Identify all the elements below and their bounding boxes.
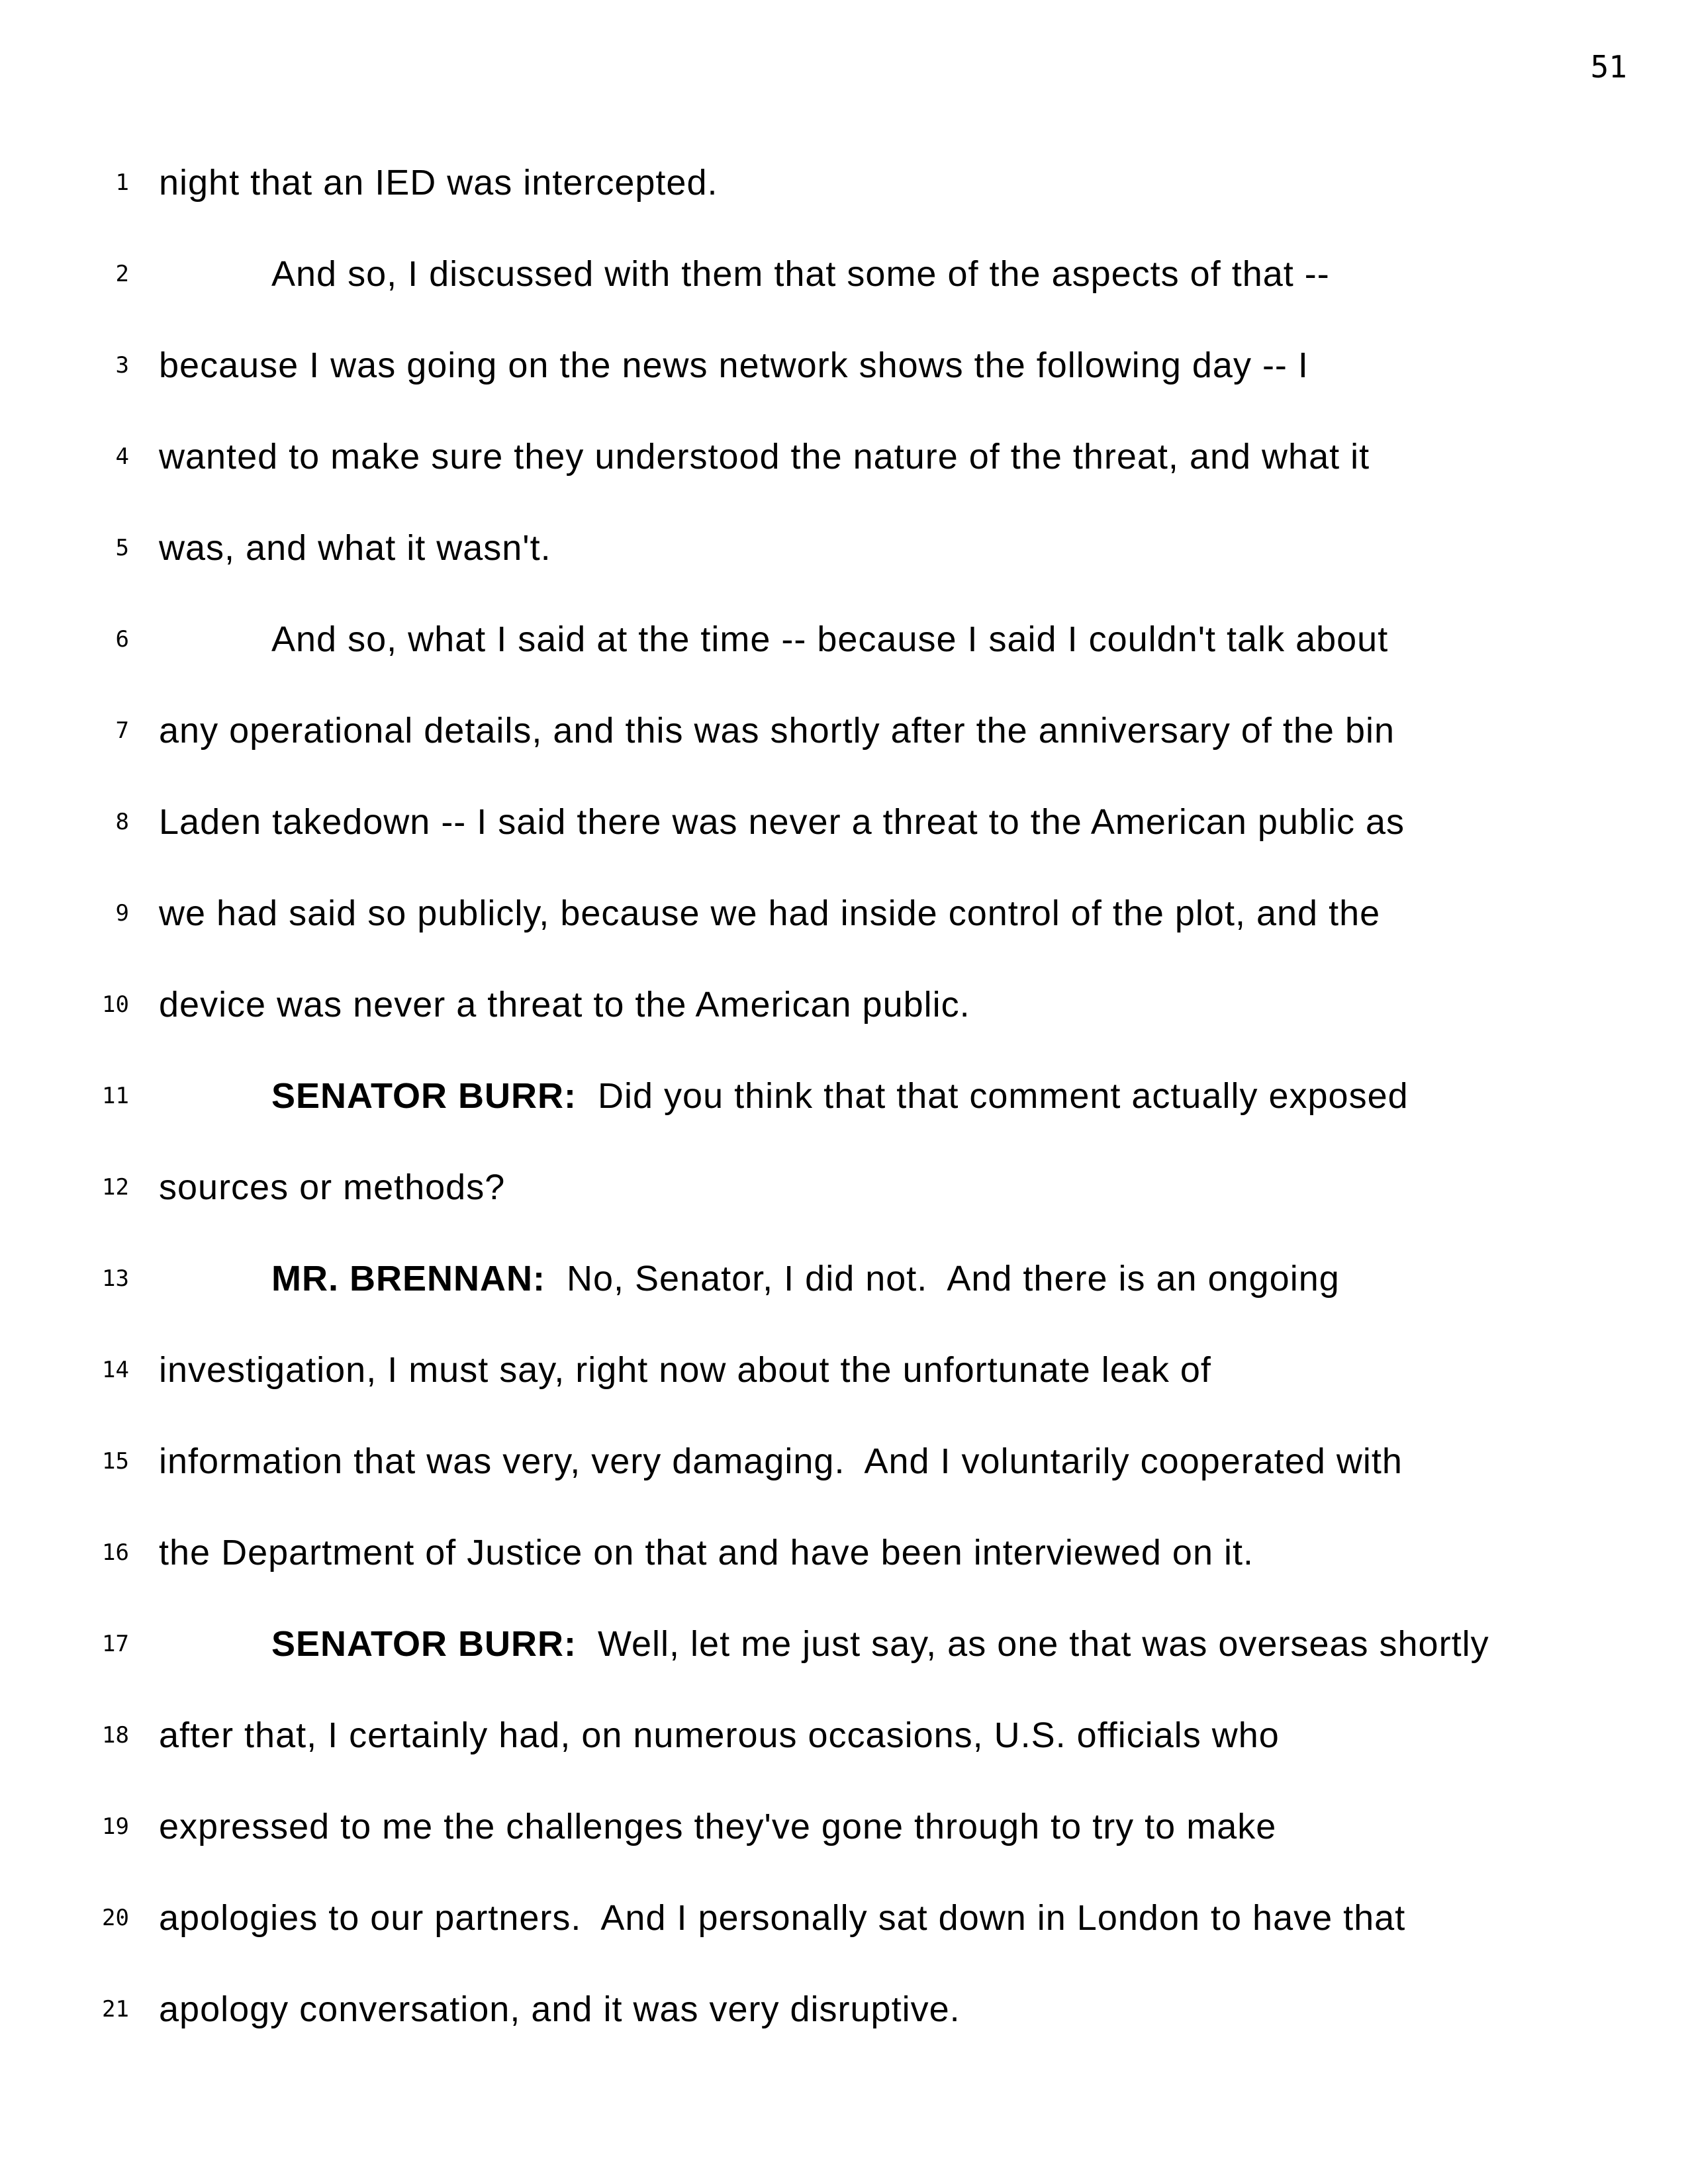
transcript-line — [0, 320, 1688, 411]
line-number: 14 — [102, 1357, 129, 1383]
line-number: 4 — [115, 443, 129, 470]
transcript — [0, 137, 1688, 2055]
line-number: 10 — [102, 991, 129, 1018]
line-text-segment: Laden takedown -- I said there was never a threat to the American public as — [159, 802, 1405, 842]
line-text-segment: we had said so publicly, because we had inside control of the plot, and the — [159, 893, 1381, 933]
page-number: 51 — [1590, 49, 1627, 85]
line-text-segment: expressed to me the challenges they've gone through to try to make — [159, 1807, 1277, 1846]
transcript-line — [0, 685, 1688, 776]
line-number: 11 — [102, 1083, 129, 1109]
transcript-line — [0, 1872, 1688, 1964]
line-text — [159, 320, 1688, 411]
line-text-segment: sources or methods? — [159, 1167, 506, 1207]
line-text-segment: night that an IED was intercepted. — [159, 163, 718, 203]
transcript-line — [0, 1781, 1688, 1872]
line-text — [159, 1507, 1688, 1598]
line-text-segment: Well, let me just say, as one that was overseas shortly — [577, 1624, 1489, 1664]
transcript-line — [0, 1964, 1688, 2055]
line-text — [159, 776, 1688, 868]
line-text-segment: the Department of Justice on that and have been interviewed on it. — [159, 1533, 1254, 1572]
transcript-line — [0, 1050, 1688, 1142]
transcript-line — [0, 228, 1688, 320]
line-text — [159, 411, 1688, 502]
line-text-segment: was, and what it wasn't. — [159, 528, 551, 568]
line-text-segment: apology conversation, and it was very disruptive. — [159, 1989, 961, 2029]
line-text-segment: information that was very, very damaging. And I voluntarily cooperated with — [159, 1441, 1403, 1481]
line-text-segment: apologies to our partners. And I personally sat down in London to have that — [159, 1898, 1406, 1938]
line-text-segment: No, Senator, I did not. And there is an ongoing — [545, 1259, 1340, 1298]
transcript-line — [0, 1142, 1688, 1233]
line-text — [159, 1690, 1688, 1781]
speaker-label: SENATOR BURR: — [271, 1076, 577, 1116]
line-text — [159, 1964, 1688, 2055]
line-text-segment: wanted to make sure they understood the nature of the threat, and what it — [159, 437, 1370, 477]
line-text-segment: investigation, I must say, right now about the unfortunate leak of — [159, 1350, 1211, 1390]
line-text-segment: Did you think that that comment actually exposed — [577, 1076, 1409, 1116]
line-number: 9 — [115, 900, 129, 927]
transcript-line — [0, 411, 1688, 502]
speaker-label: MR. BRENNAN: — [271, 1259, 545, 1298]
line-text-segment: And so, I discussed with them that some of the aspects of that -- — [271, 254, 1330, 294]
line-number: 2 — [115, 261, 129, 287]
transcript-line — [0, 137, 1688, 228]
line-text — [271, 594, 1688, 685]
line-text — [159, 1416, 1688, 1507]
line-number: 19 — [102, 1813, 129, 1840]
line-text-segment: because I was going on the news network shows the following day -- I — [159, 345, 1309, 385]
line-text — [271, 1233, 1688, 1324]
line-number: 1 — [115, 169, 129, 196]
line-text — [271, 228, 1688, 320]
line-number: 16 — [102, 1539, 129, 1566]
transcript-line — [0, 1690, 1688, 1781]
transcript-line — [0, 1416, 1688, 1507]
line-text — [159, 502, 1688, 594]
line-number: 6 — [115, 626, 129, 653]
line-text-segment: any operational details, and this was shortly after the anniversary of the bin — [159, 711, 1395, 751]
transcript-line — [0, 1507, 1688, 1598]
line-number: 3 — [115, 352, 129, 379]
transcript-line — [0, 1324, 1688, 1416]
line-text — [159, 1142, 1688, 1233]
line-number: 17 — [102, 1631, 129, 1657]
line-text — [159, 1324, 1688, 1416]
line-number: 18 — [102, 1722, 129, 1749]
line-text — [159, 1781, 1688, 1872]
transcript-line — [0, 776, 1688, 868]
transcript-line — [0, 959, 1688, 1050]
line-text-segment: device was never a threat to the American public. — [159, 985, 970, 1024]
line-text — [159, 137, 1688, 228]
speaker-label: SENATOR BURR: — [271, 1624, 577, 1664]
line-text — [159, 1872, 1688, 1964]
line-text-segment: And so, what I said at the time -- because I said I couldn't talk about — [271, 619, 1389, 659]
line-number: 20 — [102, 1905, 129, 1931]
line-text-segment: after that, I certainly had, on numerous occasions, U.S. officials who — [159, 1715, 1280, 1755]
transcript-line — [0, 868, 1688, 959]
transcript-line — [0, 1598, 1688, 1690]
transcript-line — [0, 594, 1688, 685]
line-text — [159, 868, 1688, 959]
line-number: 7 — [115, 717, 129, 744]
line-text — [159, 959, 1688, 1050]
line-number: 21 — [102, 1996, 129, 2023]
line-number: 12 — [102, 1174, 129, 1201]
line-number: 8 — [115, 809, 129, 835]
line-number: 15 — [102, 1448, 129, 1475]
line-text — [159, 685, 1688, 776]
transcript-line — [0, 502, 1688, 594]
line-number: 13 — [102, 1265, 129, 1292]
line-text — [271, 1050, 1688, 1142]
line-text — [271, 1598, 1688, 1690]
line-number: 5 — [115, 535, 129, 561]
transcript-line — [0, 1233, 1688, 1324]
